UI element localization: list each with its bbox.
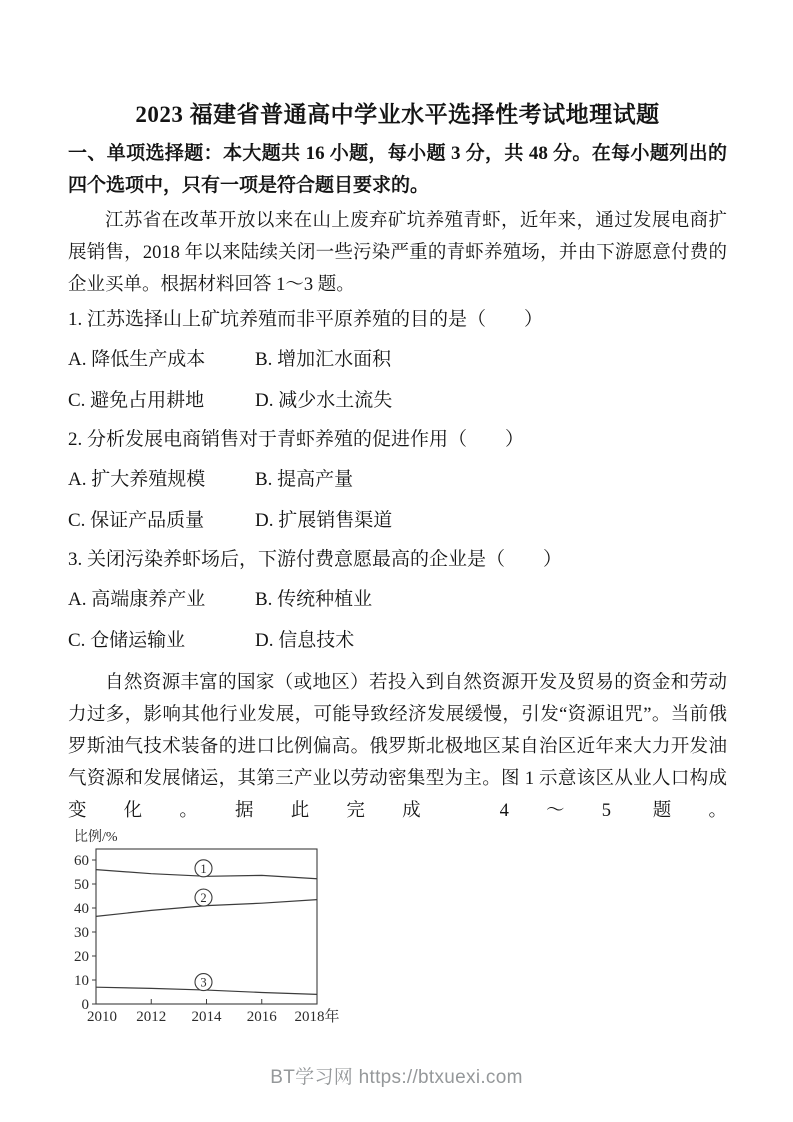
question-1-option-row-1 [68,339,727,380]
y-tick-label: 20 [74,949,89,965]
question-3-option-row-1 [68,579,727,620]
y-tick-label: 10 [74,973,89,989]
question-3-option-C: C. 仓储运输业 [68,630,186,651]
x-tick-label: 2016 [246,1009,277,1025]
section-heading: 一、单项选择题：本大题共 16 小题，每小题 3 分，共 48 分。在每小题列出的四个选项中，只有一项是符合题目要求的。 [68,143,727,196]
y-axis-label: 比例/% [74,830,118,845]
question-2-option-row-2 [68,500,727,541]
x-tick-label: 2010 [87,1009,117,1025]
question-3 [68,541,727,661]
page-footer [0,1062,793,1089]
x-tick-label: 2014 [191,1009,222,1025]
question-3-option-A: A. 高端康养产业 [68,589,206,610]
question-1-stem: 1. 江苏选择山上矿坑养殖而非平原养殖的目的是（ ） [68,309,544,330]
question-2-option-row-1 [68,459,727,500]
series-label-number-3: 3 [200,975,207,990]
question-3-option-B: B. 传统种植业 [255,589,373,610]
page-content [68,100,727,1037]
figure-1-chart [58,827,727,1037]
passage-resource-curse: 自然资源丰富的国家（或地区）若投入到自然资源开发及贸易的资金和劳动力过多，影响其他行业发展，可能导致经济发展缓慢，引发“资源诅咒”。当前俄罗斯油气技术装备的进口比例偏高。俄罗斯北极地区某自治区近年来大力开发油气资源和发展储运，其第三产业以劳动密集型为主。图 1 示意该区从业人口构成变化。据此完成 4～5 题。 [68,673,727,821]
question-3-option-row-2 [68,620,727,661]
page-title: 2023 福建省普通高中学业水平选择性考试地理试题 [135,102,660,127]
question-1-option-row-2 [68,380,727,421]
passage-shrimp-farming: 江苏省在改革开放以来在山上废弃矿坑养殖青虾，近年来，通过发展电商扩展销售，2018 年以来陆续关闭一些污染严重的青虾养殖场，并由下游愿意付费的企业买单。根据材料回答 1～3 题。 [68,211,727,295]
question-1-option-A: A. 降低生产成本 [68,349,206,370]
question-1 [68,301,727,421]
footer-site-link[interactable]: BT学习网 https://btxuexi.com [270,1067,523,1088]
question-2-option-C: C. 保证产品质量 [68,510,205,531]
employment-composition-line-chart [58,827,398,1032]
y-tick-label: 60 [74,853,89,869]
question-1-option-B: B. 增加汇水面积 [255,349,392,370]
series-label-number-2: 2 [200,891,207,906]
y-tick-label: 0 [81,997,89,1013]
question-3-option-D: D. 信息技术 [255,630,355,651]
y-tick-label: 40 [74,901,89,917]
y-tick-label: 50 [74,877,89,893]
question-2-option-A: A. 扩大养殖规模 [68,469,206,490]
question-2-stem: 2. 分析发展电商销售对于青虾养殖的促进作用（ ） [68,429,525,450]
question-2-option-D: D. 扩展销售渠道 [255,510,393,531]
x-tick-label: 2012 [136,1009,167,1025]
question-1-option-C: C. 避免占用耕地 [68,390,205,411]
question-3-stem: 3. 关闭污染养虾场后，下游付费意愿最高的企业是（ ） [68,549,563,570]
question-1-option-D: D. 减少水土流失 [255,390,393,411]
question-list [68,301,727,661]
series-label-number-1: 1 [200,861,207,876]
question-2-option-B: B. 提高产量 [255,469,354,490]
y-tick-label: 30 [74,925,89,941]
question-2 [68,421,727,541]
x-tick-label: 2018年 [294,1009,340,1025]
